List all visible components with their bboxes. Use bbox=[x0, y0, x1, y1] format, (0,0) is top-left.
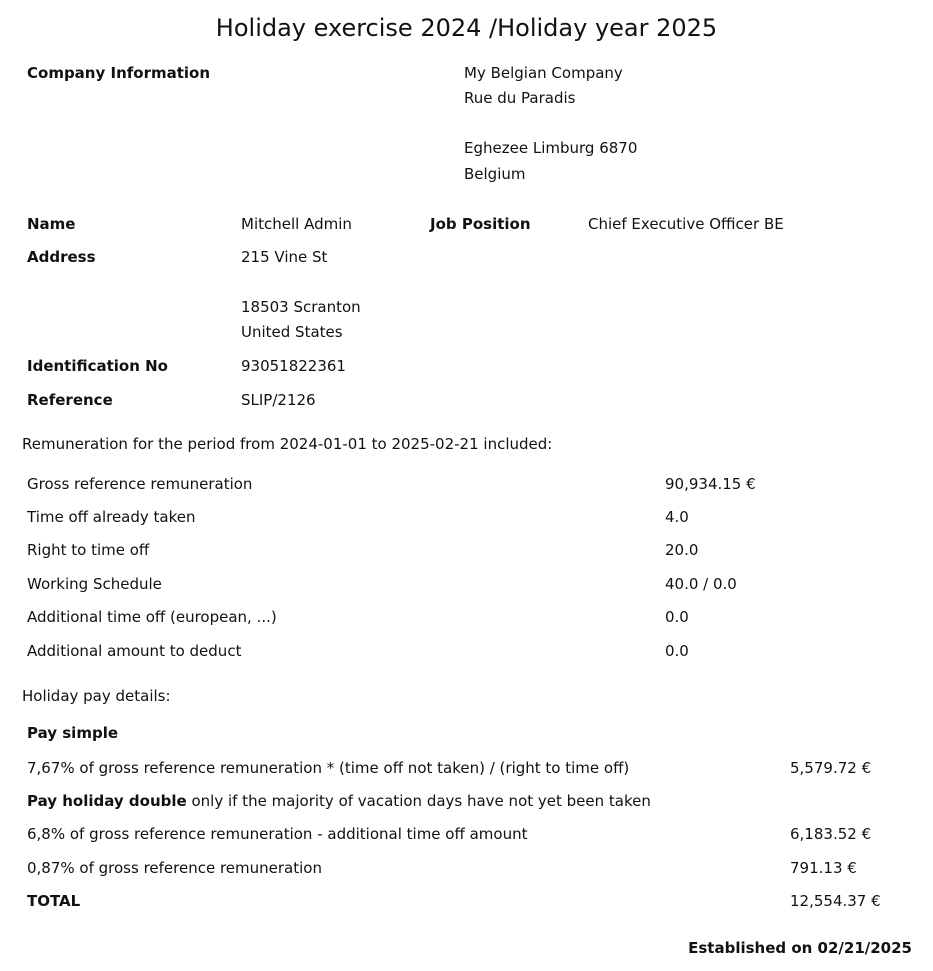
remuneration-intro: Remuneration for the period from 2024-01-01 to 2025-02-21 included: bbox=[22, 435, 553, 453]
remuneration-value: 20.0 bbox=[665, 541, 699, 559]
company-street: Rue du Paradis bbox=[464, 89, 576, 107]
company-city: Eghezee Limburg 6870 bbox=[464, 139, 638, 157]
identification-number: 93051822361 bbox=[241, 357, 346, 375]
name-label: Name bbox=[27, 215, 76, 233]
pay-double-heading bbox=[27, 792, 651, 810]
page-title: Holiday exercise 2024 /Holiday year 2025 bbox=[215, 14, 718, 42]
employee-name: Mitchell Admin bbox=[241, 215, 352, 233]
reference-label: Reference bbox=[27, 391, 113, 409]
pay-double-label: 0,87% of gross reference remuneration bbox=[27, 859, 322, 877]
remuneration-value: 0.0 bbox=[665, 608, 689, 626]
pay-simple-value: 5,579.72 € bbox=[790, 759, 872, 777]
pay-double-value: 791.13 € bbox=[790, 859, 857, 877]
pay-double-heading-rest: only if the majority of vacation days have not yet been taken bbox=[186, 792, 651, 810]
remuneration-label: Right to time off bbox=[27, 541, 150, 559]
remuneration-label: Additional time off (european, ...) bbox=[27, 608, 277, 626]
address-label: Address bbox=[27, 248, 96, 266]
pay-double-label: 6,8% of gross reference remuneration - additional time off amount bbox=[27, 825, 528, 843]
identification-label: Identification No bbox=[27, 357, 168, 375]
job-position: Chief Executive Officer BE bbox=[588, 215, 784, 233]
company-info-label: Company Information bbox=[27, 64, 211, 82]
address-street: 215 Vine St bbox=[241, 248, 328, 266]
total-value: 12,554.37 € bbox=[790, 892, 881, 910]
company-name: My Belgian Company bbox=[464, 64, 623, 82]
address-country: United States bbox=[241, 323, 343, 341]
remuneration-label: Additional amount to deduct bbox=[27, 642, 242, 660]
pay-simple-heading: Pay simple bbox=[27, 724, 119, 742]
address-city: 18503 Scranton bbox=[241, 298, 361, 316]
reference-number: SLIP/2126 bbox=[241, 391, 316, 409]
pay-double-heading-bold: Pay holiday double bbox=[27, 792, 187, 810]
job-position-label: Job Position bbox=[430, 215, 531, 233]
pay-simple-label: 7,67% of gross reference remuneration * (time off not taken) / (right to time off) bbox=[27, 759, 630, 777]
pay-double-value: 6,183.52 € bbox=[790, 825, 872, 843]
established-date: Established on 02/21/2025 bbox=[688, 939, 912, 957]
total-label: TOTAL bbox=[27, 892, 81, 910]
remuneration-value: 4.0 bbox=[665, 508, 689, 526]
remuneration-label: Gross reference remuneration bbox=[27, 475, 253, 493]
remuneration-label: Time off already taken bbox=[27, 508, 196, 526]
remuneration-value: 90,934.15 € bbox=[665, 475, 756, 493]
remuneration-label: Working Schedule bbox=[27, 575, 162, 593]
remuneration-value: 0.0 bbox=[665, 642, 689, 660]
remuneration-value: 40.0 / 0.0 bbox=[665, 575, 737, 593]
company-country: Belgium bbox=[464, 165, 526, 183]
holiday-pay-intro: Holiday pay details: bbox=[22, 687, 171, 705]
